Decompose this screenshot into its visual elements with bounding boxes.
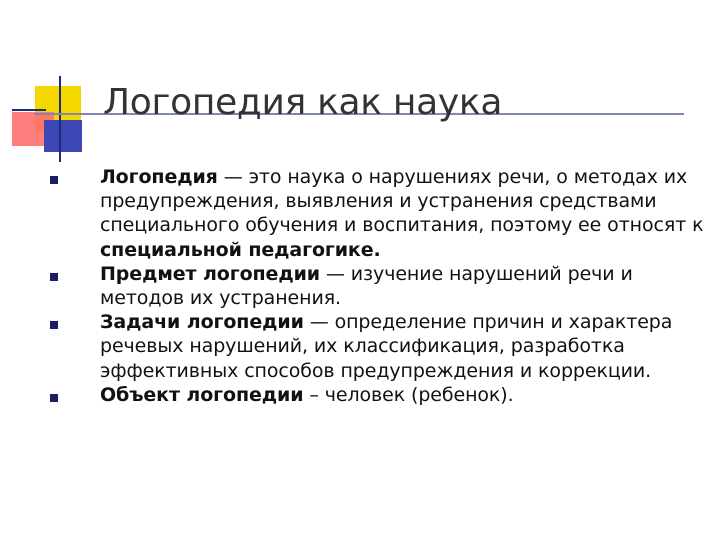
blue-square: [44, 120, 82, 152]
bullet-term: Логопедия: [100, 166, 218, 188]
bullet-item: [50, 262, 705, 310]
bullet-text: — определение причин и характера речевых нарушений, их классификация, разработка эффективных способов предупреждения и коррекции.: [100, 311, 673, 382]
bullet-term: Предмет логопедии: [100, 262, 321, 285]
square-bullet-icon: [50, 273, 58, 281]
bullet-text: — это наука о нарушениях речи, о методах их предупреждения, выявления и устранения средствами специального обучения и воспитания, поэтому ее относят к: [100, 166, 704, 237]
bullet-text: — изучение нарушений речи и методов их устранения.: [100, 262, 633, 310]
bullet-text: – человек (ребенок).: [303, 383, 514, 406]
bullet-term: Задачи логопедии: [100, 311, 304, 334]
square-bullet-icon: [50, 176, 58, 184]
slide-title: Логопедия как наука: [103, 82, 503, 123]
bullet-list: [50, 165, 705, 407]
logo-horizontal-line: [12, 109, 46, 111]
square-bullet-icon: [50, 321, 58, 329]
decorative-squares-logo-icon: [0, 0, 120, 170]
bullet-item: [50, 383, 705, 407]
logo-vertical-line: [59, 76, 61, 162]
bullet-item: [50, 165, 705, 262]
bullet-emphasis: специальной педагогике.: [100, 238, 381, 261]
bullet-item: [50, 310, 705, 383]
bullet-term: Объект логопедии: [100, 383, 304, 406]
square-bullet-icon: [50, 394, 58, 402]
